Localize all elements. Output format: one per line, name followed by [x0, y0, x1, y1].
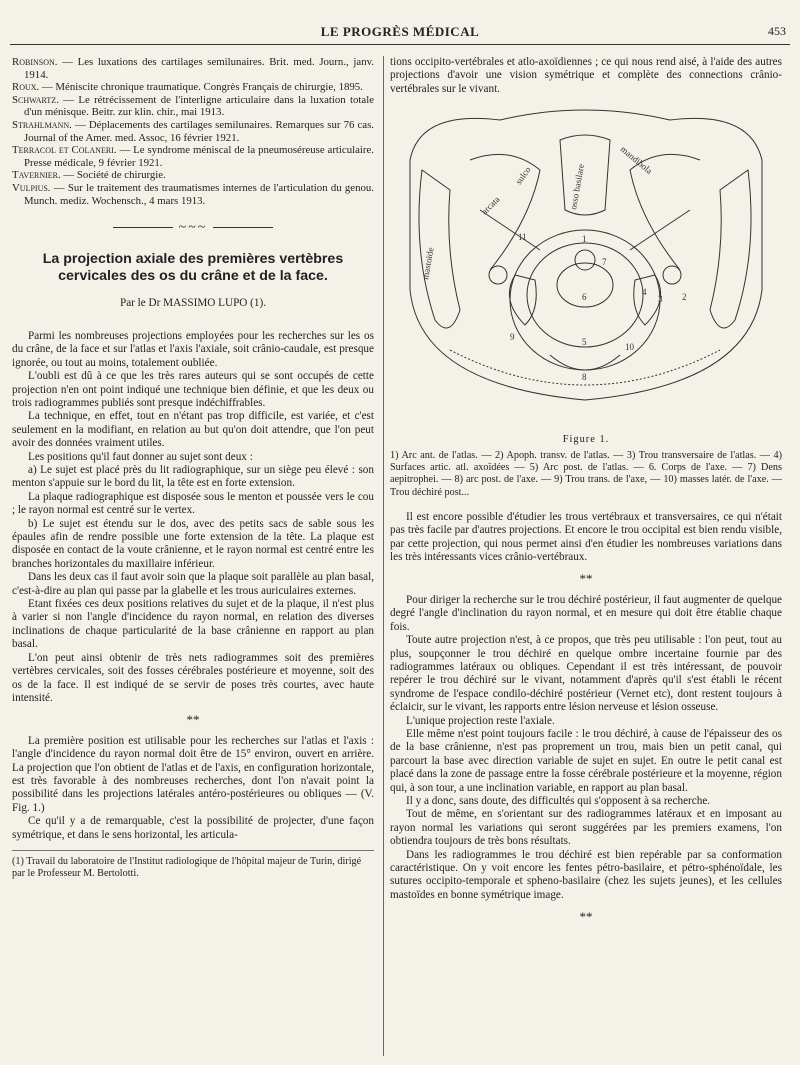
label-3: 3: [658, 294, 663, 305]
paragraph: Parmi les nombreuses projections employées pour les recherches sur les os du crâne, de la face et sur l'atlas et l'axis l'axiale, soit crânio-caudale, est presque ignorée, ou tout au moins, totalement oubliée.: [12, 329, 374, 369]
figure-1-skull-base-diagram: [390, 100, 780, 420]
mastoid-right: [710, 170, 751, 328]
header-rule: [10, 44, 790, 45]
label-1: 1: [582, 234, 587, 245]
paragraph: Dans les deux cas il faut avoir soin que la plaque soit parallèle au plan basal, c'est-à-dire au plan qui passe par la glabelle et les trous auriculaires externes.: [12, 571, 374, 597]
label-4: 4: [642, 287, 647, 298]
paragraph: Dans les radiogrammes le trou déchiré est bien repérable par sa conformation caractéristique. On y voit encore les fentes pétro-basilaire, et pétro-sphénoïdale, les sutures occipito-temporale et spheno-basilaire (chez les sujets jeunes), et les cellules mastoïdes en bonne symétrique image.: [390, 848, 782, 901]
section-stars: **: [186, 712, 200, 728]
paragraph: La première position est utilisable pour les recherches sur l'atlas et l'axis : l'angle d'incidence du rayon normal doit être de 15° environ, ouvert en arrière. La projection que l'on obtient de l'atlas et de l'axis, en configuration horizontale, est très favorable à des nombreuses recherches, dont l'on n'avait point la possibilité dans les projections latérales antéro-postérieures ou obliques — (V. Fig. 1.): [12, 734, 374, 814]
label-mandibola: mandibola: [618, 144, 655, 177]
reference-item: Tavernier. — Société de chirurgie.: [12, 169, 166, 182]
article-body-right-2: [390, 511, 782, 924]
petrous-left: [480, 210, 540, 250]
reference-item: Robinson. — Les luxations des cartilages semilunaires. Brit. med. Journ., janv. 1914.: [12, 56, 374, 81]
paragraph: La technique, en effet, tout en n'étant pas trop difficile, est variée, et c'est seulement en la modifiant, en relation au but qu'on doit attendre, que l'on peut avoir des données vraiment utiles.: [12, 410, 374, 450]
reference-item: Schwartz. — Le rétrécissement de l'interligne articulaire dans la luxation totale d'un ménisque. Beitr. zur klin. chir., mai 1913.: [12, 93, 374, 119]
petrous-right: [630, 210, 690, 250]
label-9: 9: [510, 332, 515, 343]
label-10: 10: [625, 342, 634, 353]
paragraph: La plaque radiographique est disposée sous le menton et poussée vers le cou ; le rayon normal est centré sur le vertex.: [12, 490, 374, 517]
paragraph: Les positions qu'il faut donner au sujet sont deux :: [28, 450, 253, 463]
paragraph: Ce qu'il y a de remarquable, c'est la possibilité de projecter, d'une façon symétrique, et dans le sens horizontal, les articula-: [12, 815, 374, 841]
label-6: 6: [582, 292, 587, 303]
label-5: 5: [582, 337, 587, 348]
page-header: [0, 24, 800, 42]
label-2: 2: [682, 292, 687, 303]
reference-item: Roux. — Méniscite chronique traumatique. Congrès Français de chirurgie, 1895.: [12, 81, 363, 94]
paragraph: L'unique projection reste l'axiale.: [406, 714, 555, 727]
reference-item: Vulpius. — Sur le traitement des traumatismes internes de l'articulation du genou. Munch. mediz. Wochensch., 4 mars 1913.: [12, 181, 374, 207]
paragraph: Etant fixées ces deux positions relatives du sujet et de la plaque, il n'est plus à varier si non l'angle d'incidence du rayon normal, en relation des diverses inclinations de chaque particularité de la base crânienne en rapport au plan basal.: [12, 598, 374, 651]
paragraph: L'on peut ainsi obtenir de très nets radiogrammes soit des premières vertèbres cervicales, soit des fosses cérébrales postérieure et moyenne, soit des os de la face. Il est indiqué de se servir de poses très courtes, avec haute intensité.: [12, 651, 374, 704]
article-byline: Par le Dr MASSIMO LUPO (1).: [119, 296, 267, 309]
transverse-foramen-right: [663, 266, 681, 284]
dens: [575, 250, 595, 270]
footnote: (1) Travail du laboratoire de l'Institut radiologique de l'hôpital majeur de Turin, dirigé par le Professeur M. Bertolotti.: [12, 850, 374, 880]
paragraph: Toute autre projection n'est, à ce propos, que très peu utilisable : l'on peut, tout au plus, soupçonner le trou déchiré en quelque ombre incertaine fournie par des radiogrammes latéraux ou obliques. Cependant il est très intéressant, de pouvoir repérer le trou déchiré sur le vivant, notamment d'après qu'il s'est établi le récent syndrome de l'espace condilo-déchiré postérieur (Vernet etc), dont restent toujours à éclaicir, sur le vivant, les rapports entre lésion nerveuse et lésion osseuse.: [390, 634, 782, 714]
page-number: 453: [768, 24, 786, 38]
basilar-bone: [560, 135, 610, 215]
paragraph: Il y a donc, sans doute, des difficultés qui s'opposent à sa recherche.: [406, 794, 711, 807]
label-arcata: arcata: [479, 194, 502, 217]
reference-item: Strahlmann. — Déplacements des cartilages semilunaires. Remarques sur 76 cas. Journal of the Amer. med. Assoc, 16 février 1921.: [12, 118, 374, 144]
left-column: [12, 56, 374, 880]
label-osso-basilare: osso basilare: [568, 163, 587, 211]
label-8: 8: [582, 372, 587, 383]
reference-item: Terracol et Colaneri. — Le syndrome méniscal de la pneumoséreuse articulaire. Presse médicale, 9 février 1921.: [12, 144, 375, 169]
posterior-arch: [550, 355, 620, 370]
paragraph: Tout de même, en s'orientant sur des radiogrammes latéraux et en imposant au rayon normal les variations qui seront suggérées par les premiers examens, l'on obtiendra toujours de très bons résultats.: [390, 808, 782, 848]
article-title: La projection axiale des premières vertèbres cervicales des os du crâne et de la face.: [42, 250, 344, 284]
section-stars: **: [579, 909, 593, 925]
paragraph: a) Le sujet est placé près du lit radiographique, sur un siège peu élevé : son menton s'appuie sur le bord du lit, la tête est en forte extension.: [12, 464, 374, 490]
paragraph: tions occipito-vertébrales et atlo-axoïdiennes ; ce qui nous rend aisé, à l'aide des autres projections d'avoir une vision symétrique et complète des connections crânio-vertébrales sur le vivant.: [390, 56, 782, 95]
right-column: [390, 56, 782, 932]
figure-title: Figure 1.: [562, 433, 610, 445]
paragraph: Pour diriger la recherche sur le trou déchiré postérieur, il faut augmenter de quelque degré l'angle d'inclination du rayon normal, et en mesure qui doit être établie chaque fois.: [390, 593, 782, 633]
figure-caption: 1) Arc ant. de l'atlas. — 2) Apoph. transv. de l'atlas. — 3) Trou transversaire de l'atlas. — 4) Surfaces artic. atl. axoïdées — 5) Arc post. de l'atlas. — 6. Corps de l'axe. — 7) Dens aepitrophei. — 8) arc post. de l'axe. — 9) Trou trans. de l'axe, — 10) masses latér. de l'axe. — Trou déchiré post...: [390, 450, 782, 498]
section-stars: **: [579, 571, 593, 587]
column-divider: [383, 56, 384, 1056]
label-11: 11: [518, 232, 527, 243]
article-body-right: [390, 56, 782, 96]
paragraph: b) Le sujet est étendu sur le dos, avec des petits sacs de sable sous les épaules afin de rendre possible une forte extension de la tête. La plaque est disposée en contact de la voute crânienne, et le rayon normal est centré entre les branches horizontales du maxillaire inférieur.: [12, 517, 374, 570]
paragraph: Elle même n'est point toujours facile : le trou déchiré, à cause de l'épaisseur des os de la base crânienne, n'est pas proprement un trou, mais bien un petit canal, qui parcourt la base avec direction variable de sujet en sujet. En outre le petit canal est placé dans la zone de passage entre la fosse cérébrale postérieure et la moyenne, région qui, à son tour, a une inclination variable, en rapport au plan basal.: [390, 727, 782, 794]
article-body-left: [12, 330, 374, 842]
reference-list: [12, 56, 374, 207]
label-7: 7: [602, 257, 607, 268]
skull-outline: [410, 110, 762, 400]
label-sulco: sulco: [513, 165, 533, 187]
section-divider-ornament: ~~~: [12, 221, 374, 234]
paragraph: Il est encore possible d'étudier les trous vertébraux et transversaires, ce qui n'était pas très facile par d'autres projections. Et encore le trou occipital est bien rendu visible, par cette projection, qui nous permet ainsi d'en étudier les nombreuses variations dans les très intéressants vices crânio-vertébraux.: [390, 510, 782, 564]
paragraph: L'oubli est dû à ce que les très rares auteurs qui se sont occupés de cette projection n'en ont point indiqué une technique bien définie, et que les deux ou trois radiogrammes publiés sont presque indéchiffrables.: [12, 370, 374, 409]
journal-title: LE PROGRÈS MÉDICAL: [320, 24, 480, 39]
transverse-foramen-left: [489, 266, 507, 284]
label-mastoide: mastoïde: [420, 246, 436, 281]
